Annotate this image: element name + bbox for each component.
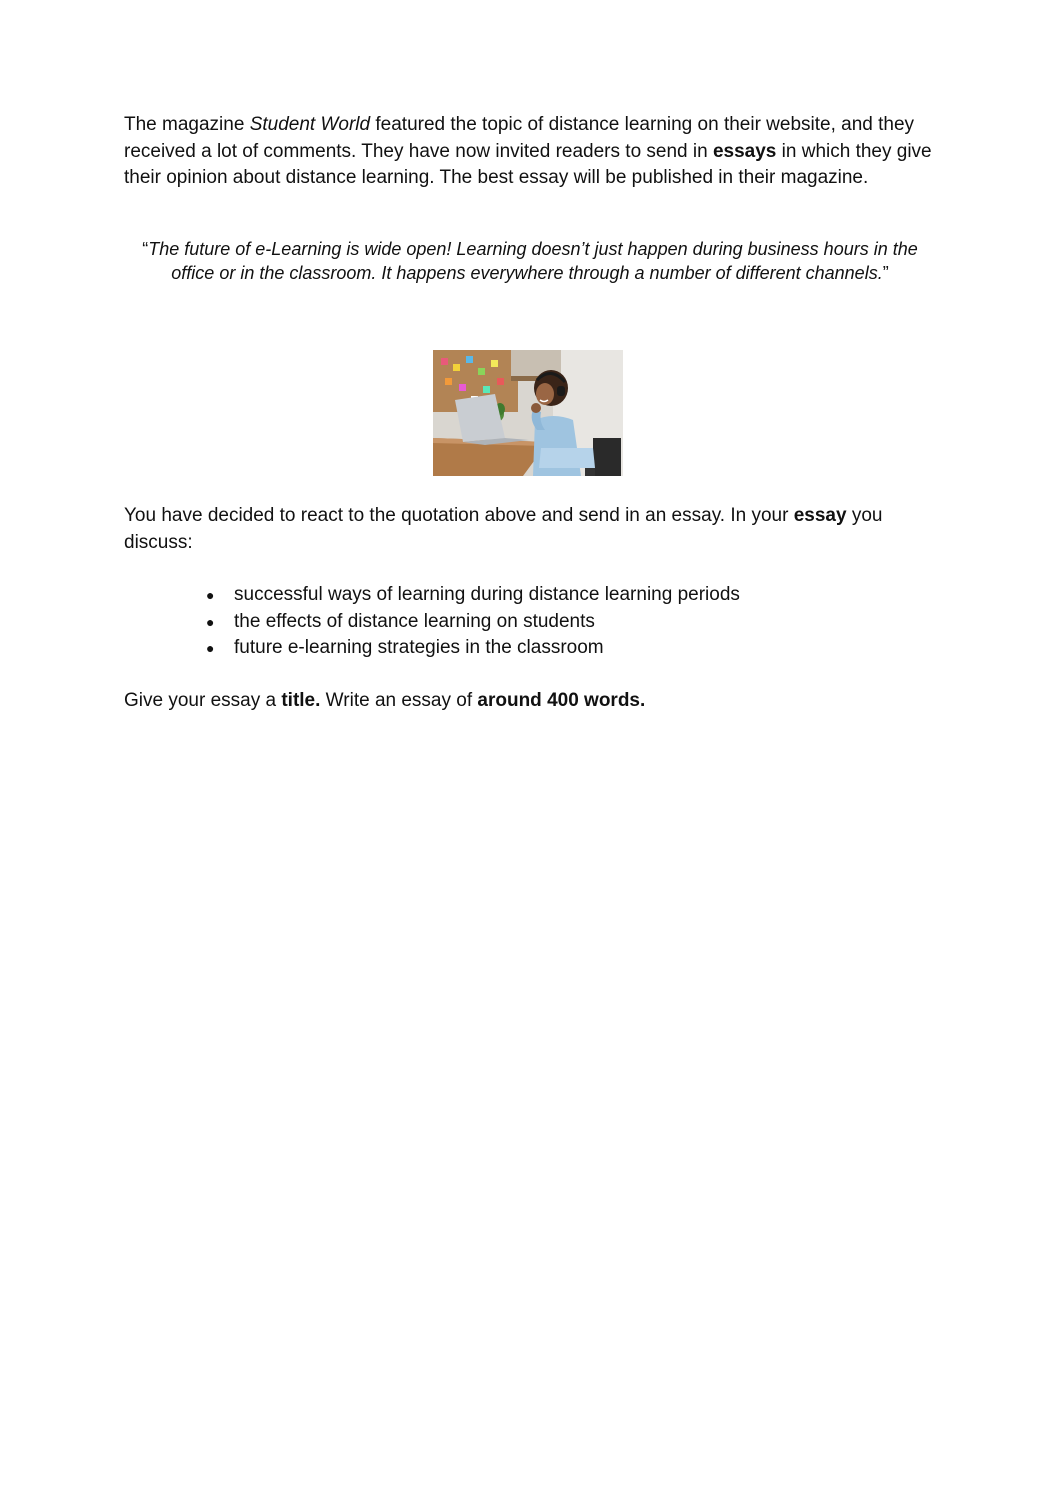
closing-bold-title: title. [281, 690, 321, 711]
intro-paragraph [124, 112, 939, 192]
closing-bold-word-count: around 400 words. [477, 690, 646, 711]
task-text-1: You have decided to react to the quotation above and send in an essay. In your [124, 505, 794, 526]
intro-text-1: The magazine [124, 114, 250, 135]
quote-close-mark: ” [882, 262, 889, 283]
quotation [140, 238, 920, 285]
list-item [206, 582, 740, 609]
task-paragraph [124, 503, 939, 556]
list-item-text: the effects of distance learning on students [234, 610, 595, 632]
task-bold-essay: essay [793, 505, 847, 526]
intro-text-2: featured the topic of distance learning on their website, and they received a lot of comments. They have now invited readers to send in [124, 114, 915, 162]
bullet-icon: ● [206, 613, 215, 630]
intro-text-3: in which they give their opinion about distance learning. The best essay will be published in their magazine. [124, 140, 932, 188]
list-item-text: successful ways of learning during distance learning periods [234, 584, 740, 605]
student-laptop-photo [433, 350, 623, 476]
discussion-points-list [206, 582, 740, 662]
list-item [206, 635, 740, 662]
bullet-icon: ● [206, 640, 215, 656]
quote-text: The future of e-Learning is wide open! Learning doesn’t just happen during business hours in the office or in the classroom. It happens everywhere through a number of different channels. [148, 239, 918, 283]
closing-text-1: Give your essay a [124, 690, 282, 711]
intro-bold-essays: essays [712, 140, 777, 162]
closing-text-2: Write an essay of [320, 690, 478, 711]
task-text-2: you discuss: [124, 505, 883, 553]
quote-open-mark: “ [142, 239, 149, 259]
list-item-text: future e-learning strategies in the classroom [234, 637, 604, 658]
bullet-icon: ● [206, 587, 215, 603]
magazine-name: Student World [249, 114, 371, 135]
list-item [206, 609, 740, 636]
closing-instruction [124, 688, 939, 715]
